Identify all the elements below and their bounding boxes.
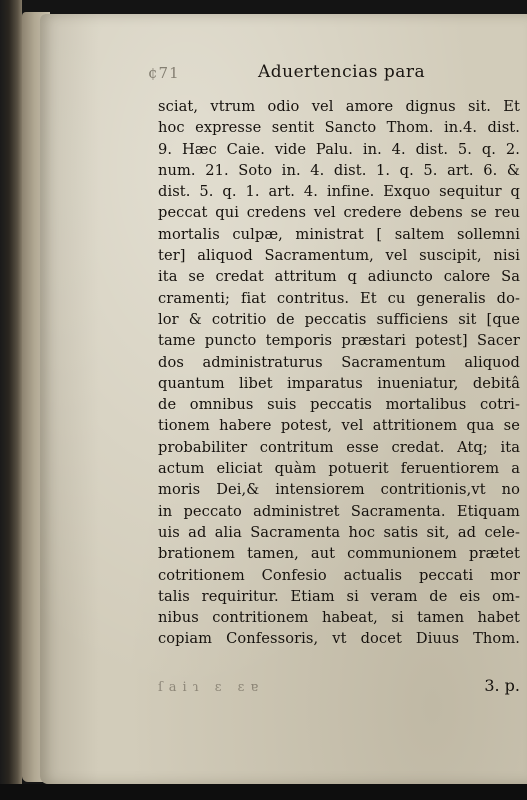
text-line: peccat qui credens vel credere debens se reu <box>158 204 520 222</box>
page-footer <box>158 676 520 702</box>
text-line: probabiliter contritum esse credat. Atq; ita <box>158 438 520 456</box>
bottom-shadow <box>0 784 527 800</box>
text-line: dos administraturus Sacramentum aliquod <box>158 353 520 371</box>
text-line: ter] aliquod Sacramentum, vel suscipit, nisi <box>158 247 520 265</box>
text-line: actum eliciat quàm potuerit feruentiorem a <box>158 460 520 478</box>
text-line: moris Dei,& intensiorem contritionis,vt no <box>158 481 520 499</box>
text-line: uis ad alia Sacramenta hoc satis sit, ad cele- <box>158 523 520 541</box>
page-header <box>148 62 508 86</box>
folio-number: ¢71 <box>148 64 180 82</box>
text-line: mortalis culpæ, ministrat [ saltem sollemni <box>158 225 520 243</box>
text-line: lor & cotritio de peccatis sufficiens sit [que <box>158 310 520 328</box>
text-line: ita se credat attritum q adiuncto calore Sa <box>158 268 520 286</box>
text-line: 9. Hæc Caie. vide Palu. in. 4. dist. 5. q. 2. <box>158 140 520 158</box>
text-line: hoc expresse sentit Sancto Thom. in.4. dist. <box>158 119 520 137</box>
text-line: in peccato administret Sacramenta. Etiquam <box>158 502 520 520</box>
text-line: talis requiritur. Etiam si veram de eis om- <box>158 587 520 605</box>
body-text <box>158 96 520 650</box>
text-line: num. 21. Soto in. 4. dist. 1. q. 5. art. 6. & <box>158 161 520 179</box>
text-line: copiam Confessoris, vt docet Diuus Thom. <box>158 630 520 648</box>
text-line: de omnibus suis peccatis mortalibus cotri- <box>158 396 520 414</box>
text-line: brationem tamen, aut communionem prætet <box>158 545 520 563</box>
signature-mark: ſaiɿ ɛ ɛɐ <box>158 680 265 695</box>
text-line: quantum libet imparatus inueniatur, debitâ <box>158 374 520 392</box>
catchword: 3. p. <box>484 676 520 695</box>
text-line: cramenti; fiat contritus. Et cu generalis do- <box>158 289 520 307</box>
text-line: nibus contritionem habeat, si tamen habet <box>158 609 520 627</box>
text-line: tame puncto temporis præstari potest] Sacer <box>158 332 520 350</box>
binding-shadow <box>0 0 22 800</box>
text-line: dist. 5. q. 1. art. 4. infine. Exquo sequitur q <box>158 183 520 201</box>
text-line: cotritionem Confesio actualis peccati mor <box>158 566 520 584</box>
running-head: Aduertencias para <box>258 62 426 82</box>
text-line: sciat, vtrum odio vel amore dignus sit. Et <box>158 98 520 115</box>
text-line: tionem habere potest, vel attritionem qua se <box>158 417 520 435</box>
